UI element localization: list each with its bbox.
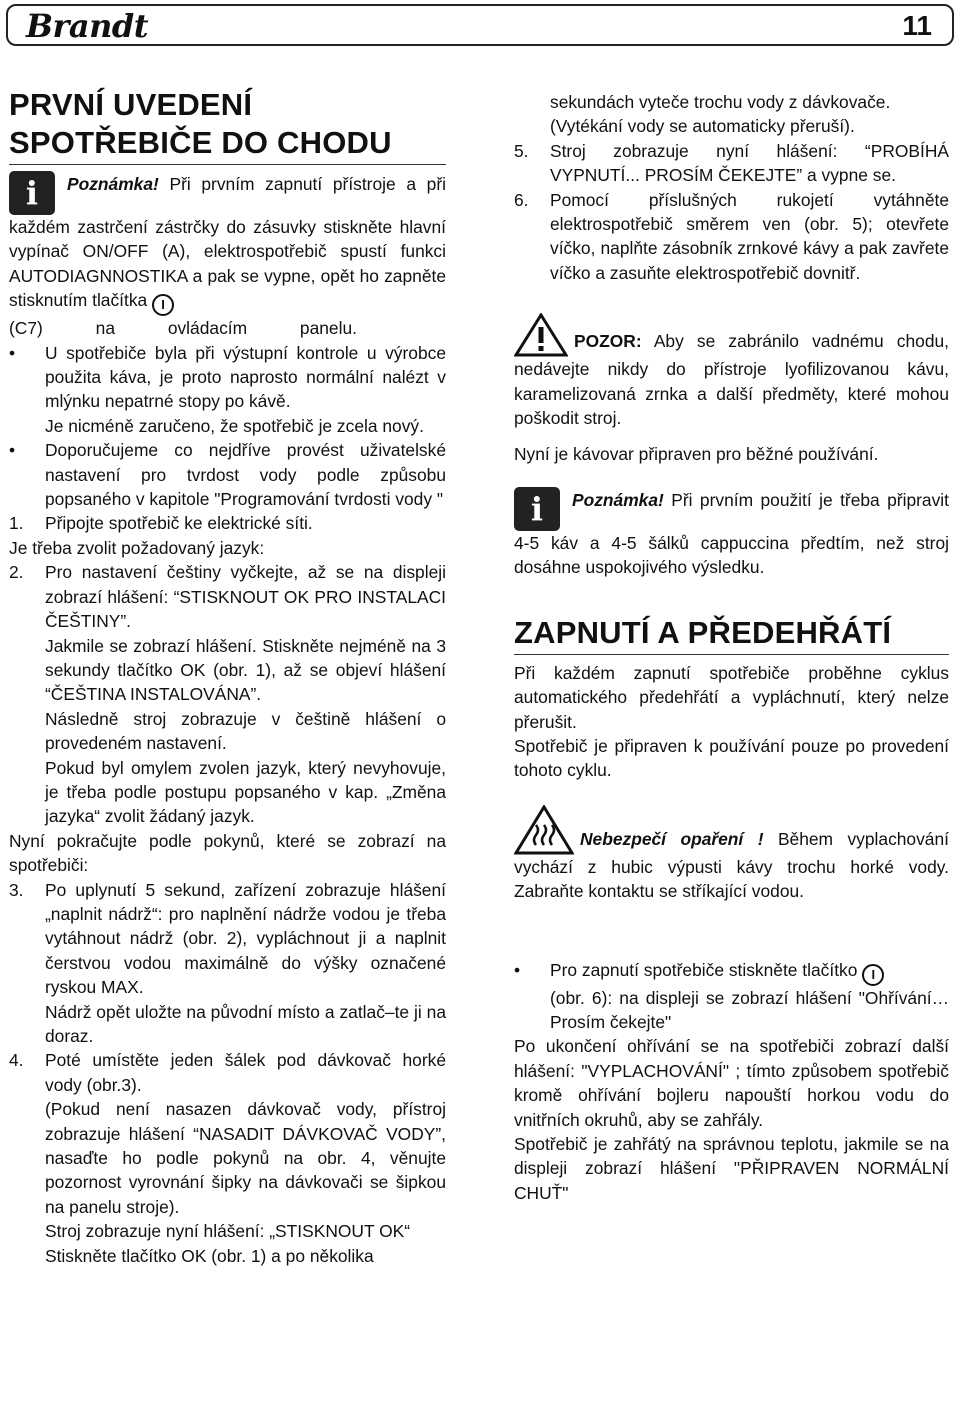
note-first-use-end: (C7) na ovládacím panelu. bbox=[9, 318, 357, 339]
step-4-continued: sekundách vyteče trochu vody z dávkovače. (Vytékání vody se automaticky přeruší). bbox=[550, 92, 891, 137]
preheat-paragraph: Spotřebič je připraven k používání pouze po provedení tohoto cyklu. bbox=[514, 735, 949, 781]
continue-line: Nyní pokračujte podle pokynů, které se zobrazí na spotřebiči: bbox=[9, 830, 446, 876]
preheat-paragraph: Při každém zapnutí spotřebiče proběhne cyklus automatického předehřátí a vypláchnutí, který nelze přerušit. bbox=[514, 662, 949, 732]
right-column bbox=[514, 90, 949, 1205]
power-button-icon: I bbox=[152, 294, 174, 316]
list-item: • Doporučujeme co nejdříve provést uživatelské nastavení pro tvrdost vody podle způsobu popsaného v kapitole "Programování tvrdosti vody " bbox=[9, 440, 446, 510]
page-header bbox=[6, 4, 954, 46]
section-title-preheat: ZAPNUTÍ A PŘEDEHŘÁTÍ bbox=[514, 614, 949, 655]
danger-note: Nebezpečí opaření ! Během vyplachování vychází z hubic výpusti kávy trochu horké vody. Zabraňte kontaktu se stříkající vodou. bbox=[514, 805, 949, 904]
brand-logo: Brandt bbox=[26, 7, 149, 45]
list-item: • U spotřebiče byla při výstupní kontrole u výrobce použita káva, je proto naprosto normální nalézt v mlýnku nepatrné stopy po kávě. Je nicméně zaručeno, že spotřebič je zcela nový. bbox=[9, 342, 446, 436]
bullet-mark: • bbox=[9, 440, 16, 461]
step-3: 3. Po uplynutí 5 sekund, zařízení zobrazuje hlášení „naplnit nádrž“: pro naplnění nádrže vodou je třeba vytáhnout nádrž (obr. 2), vypláchnout ji a naplnit čerstvou vodou maximálně do výšky označené ryskou MAX. Nádrž opět uložte na původní místo a zatlač–te ji na doraz. bbox=[9, 879, 446, 1046]
hot-surface-warning-icon bbox=[514, 805, 574, 855]
ready-line: Nyní je kávovar připraven pro běžné používání. bbox=[514, 444, 879, 465]
step-4: 4. Poté umístěte jeden šálek pod dávkovač horké vody (obr.3). (Pokud není nasazen dávkovač vody, přístroj zobrazuje hlášení “NASADIT DÁVKOVAČ VODY”, nasaďte ho podle pokynů na obr. 4, věnujte pozornost vyrovnání šipky na dávkovači se šipkou na panelu stroje). Stroj zobrazuje nyní hlášení: „STISKNOUT OK“ Stiskněte tlačítko OK (obr. 1) a po několika bbox=[9, 1050, 446, 1266]
caution-note: POZOR: Aby se zabránilo vadnému chodu, nedávejte nikdy do přístroje lyofilizovanou kávu, karamelizovaná zrnka a další předměty, které mohou poškodit stroj. bbox=[514, 313, 949, 430]
language-line: Je třeba zvolit požadovaný jazyk: bbox=[9, 537, 265, 558]
note-first-use: i Poznámka! Při prvním zapnutí přístroje a při každém zastrčení zástrčky do zásuvky stiskněte hlavní vypínač ON/OFF (A), elektrospotřebič spustí funkci AUTODIAGNNOSTIKA a pak se vypne, opět ho zapněte stisknutím tlačítka I bbox=[9, 171, 446, 316]
step-5: 5. Stroj zobrazuje nyní hlášení: “PROBÍHÁ VYPNUTÍ... PROSÍM ČEKEJTE” a vypne se. bbox=[514, 140, 949, 186]
page-number: 11 bbox=[902, 10, 932, 41]
section-title-first-use: PRVNÍ UVEDENÍ SPOTŘEBIČE DO CHODU bbox=[9, 86, 446, 165]
step-1: 1. Připojte spotřebič ke elektrické síti. bbox=[9, 513, 313, 534]
note-first-coffees: i Poznámka! Při prvním použití je třeba připravit 4-5 káv a 4-5 šálků cappuccina předtím, než stroj dosáhne uspokojivého výsledku. bbox=[514, 487, 949, 580]
rinse-paragraph: Po ukončení ohřívání se na spotřebiči zobrazí další hlášení: "VYPLACHOVÁNÍ" ; tímto způsobem spotřebič kromě ohřívání bojleru napouští horkou vodu do vnitřních okruhů, aby se zahřály. bbox=[514, 1036, 949, 1130]
step-6: 6. Pomocí příslušných rukojetí vytáhněte elektrospotřebič směrem ven (obr. 5); otevřete víčko, naplňte zásobník zrnkové kávy a pak zavřete víčko a zasuňte elektrospotřebič dovnitř. bbox=[514, 189, 949, 283]
bullet-mark: • bbox=[9, 342, 16, 363]
left-column bbox=[9, 86, 446, 1268]
step-2: 2. Pro nastavení češtiny vyčkejte, až se na displeji zobrazí hlášení: “STISKNOUT OK PRO INSTALACI ČEŠTINY”. Jakmile se zobrazí hlášení. Stiskněte nejméně na 3 sekundy tlačítko OK (obr. 1), až se objeví hlášení “ČEŠTINA INSTALOVÁNA”. Následně stroj zobrazuje v češtině hlášení o provedeném nastavení. Pokud byl omylem zvolen jazyk, který nevyhovuje, je třeba podle postupu popsaného v kap. „Změna jazyka“ zvolit žádaný jazyk. bbox=[9, 562, 446, 827]
info-icon: i bbox=[514, 487, 560, 531]
warning-triangle-icon bbox=[514, 313, 568, 357]
info-icon: i bbox=[9, 171, 55, 215]
ready-paragraph: Spotřebič je zahřátý na správnou teplotu, jakmile se na displeji zobrazí hlášení "PŘIPRAVEN NORMÁLNÍ CHUŤ" bbox=[514, 1133, 949, 1203]
bullet-mark: • bbox=[514, 959, 521, 980]
power-button-icon: I bbox=[862, 964, 884, 986]
list-item: • Pro zapnutí spotřebiče stiskněte tlačítko I (obr. 6): na displeji se zobrazí hlášení "Ohřívání…Prosím čekejte" bbox=[514, 959, 949, 1032]
